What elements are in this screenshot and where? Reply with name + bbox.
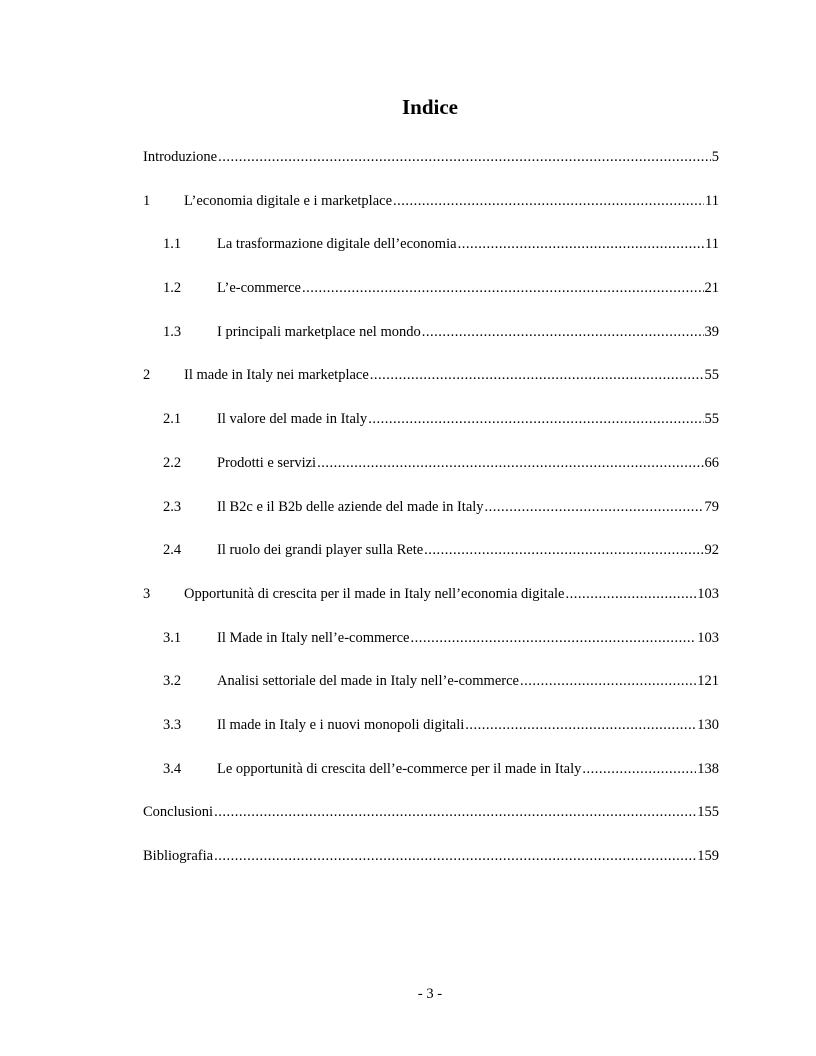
dot-leader <box>485 496 704 518</box>
toc-entry-page: 159 <box>697 848 719 864</box>
dot-leader <box>302 277 704 299</box>
toc-entry-page: 103 <box>697 585 719 602</box>
toc-entry-title: Opportunità di crescita per il made in Italy nell’economia digitale <box>184 585 565 602</box>
page-title: Indice <box>401 95 458 119</box>
toc-entry-number: 1.2 <box>163 280 182 297</box>
toc-entry-conclusioni[interactable] <box>143 801 719 845</box>
toc-entry-chapter-3[interactable] <box>143 583 719 627</box>
toc-entry-page: 103 <box>697 629 719 646</box>
toc-entry-title: Il Made in Italy nell’e-commerce <box>217 629 410 646</box>
toc-entry-number: 1 <box>143 192 151 209</box>
toc-entry-section-3-1[interactable] <box>143 627 719 671</box>
toc-entry-number: 3.1 <box>163 629 182 646</box>
toc-entry-section-2-3[interactable] <box>143 496 719 540</box>
toc-entry-page: 155 <box>697 804 719 821</box>
toc-entry-bibliografia[interactable] <box>143 845 719 889</box>
dot-leader <box>317 452 703 474</box>
dot-leader <box>465 714 696 736</box>
toc-entry-page: 79 <box>704 498 719 515</box>
toc-entry-page: 21 <box>704 280 719 297</box>
toc-entry-title: Il made in Italy nei marketplace <box>184 367 369 384</box>
toc-entry-number: 3 <box>143 585 151 602</box>
table-of-contents <box>143 146 719 889</box>
dot-leader <box>410 627 696 649</box>
dot-leader <box>458 233 704 255</box>
toc-entry-number: 1.3 <box>163 323 182 340</box>
toc-entry-title: Le opportunità di crescita dell’e-commerce per il made in Italy <box>217 760 582 777</box>
toc-entry-section-3-3[interactable] <box>143 714 719 758</box>
page-number: - 3 - <box>417 986 443 1002</box>
toc-entry-title: L’economia digitale e i marketplace <box>184 192 393 209</box>
dot-leader <box>424 539 703 561</box>
toc-entry-number: 2.4 <box>163 542 182 559</box>
toc-entry-chapter-1[interactable] <box>143 190 719 234</box>
dot-leader <box>368 408 703 430</box>
toc-entry-title: Il valore del made in Italy <box>217 411 368 428</box>
toc-entry-section-2-4[interactable] <box>143 539 719 583</box>
toc-entry-section-3-2[interactable] <box>143 670 719 714</box>
dot-leader <box>422 321 704 343</box>
toc-entry-title: Conclusioni <box>143 804 214 821</box>
toc-entry-page: 11 <box>705 236 719 253</box>
toc-entry-page: 55 <box>704 411 719 428</box>
toc-entry-page: 55 <box>704 367 719 384</box>
toc-entry-section-1-2[interactable] <box>143 277 719 321</box>
toc-entry-section-2-1[interactable] <box>143 408 719 452</box>
dot-leader <box>566 583 697 605</box>
toc-entry-page: 66 <box>704 454 719 471</box>
toc-entry-section-2-2[interactable] <box>143 452 719 496</box>
dot-leader <box>218 146 711 168</box>
toc-entry-title: Prodotti e servizi <box>217 454 317 471</box>
dot-leader <box>214 801 696 823</box>
toc-entry-page: 138 <box>697 760 719 777</box>
toc-entry-page: 121 <box>697 673 719 690</box>
toc-entry-page: 130 <box>697 716 719 733</box>
toc-entry-chapter-2[interactable] <box>143 364 719 408</box>
toc-entry-number: 2.3 <box>163 498 182 515</box>
toc-entry-number: 3.4 <box>163 760 182 777</box>
toc-entry-introduzione[interactable] <box>143 146 719 190</box>
toc-entry-section-1-1[interactable] <box>143 233 719 277</box>
toc-entry-title: Introduzione <box>143 149 218 165</box>
dot-leader <box>370 364 704 386</box>
toc-entry-number: 2 <box>143 367 151 384</box>
toc-entry-title: Bibliografia <box>143 848 214 864</box>
dot-leader <box>214 845 696 867</box>
toc-entry-number: 3.3 <box>163 716 182 733</box>
toc-entry-title: Il ruolo dei grandi player sulla Rete <box>217 542 424 559</box>
toc-entry-page: 39 <box>704 323 719 340</box>
toc-entry-number: 3.2 <box>163 673 182 690</box>
dot-leader <box>582 758 696 780</box>
toc-entry-title: L’e-commerce <box>217 280 301 297</box>
toc-entry-number: 1.1 <box>163 236 182 253</box>
toc-entry-page: 11 <box>705 192 719 209</box>
toc-entry-number: 2.1 <box>163 411 182 428</box>
toc-entry-title: Il B2c e il B2b delle aziende del made in Italy <box>217 498 484 515</box>
toc-entry-title: Analisi settoriale del made in Italy nell’e-commerce <box>217 673 519 690</box>
toc-entry-section-1-3[interactable] <box>143 321 719 365</box>
toc-entry-title: I principali marketplace nel mondo <box>217 323 421 340</box>
dot-leader <box>520 670 696 692</box>
toc-entry-title: La trasformazione digitale dell’economia <box>217 236 457 253</box>
toc-entry-number: 2.2 <box>163 454 182 471</box>
toc-entry-page: 92 <box>704 542 719 559</box>
toc-entry-title: Il made in Italy e i nuovi monopoli digitali <box>217 716 465 733</box>
toc-entry-section-3-4[interactable] <box>143 758 719 802</box>
toc-entry-page: 5 <box>711 149 719 165</box>
dot-leader <box>393 190 704 212</box>
